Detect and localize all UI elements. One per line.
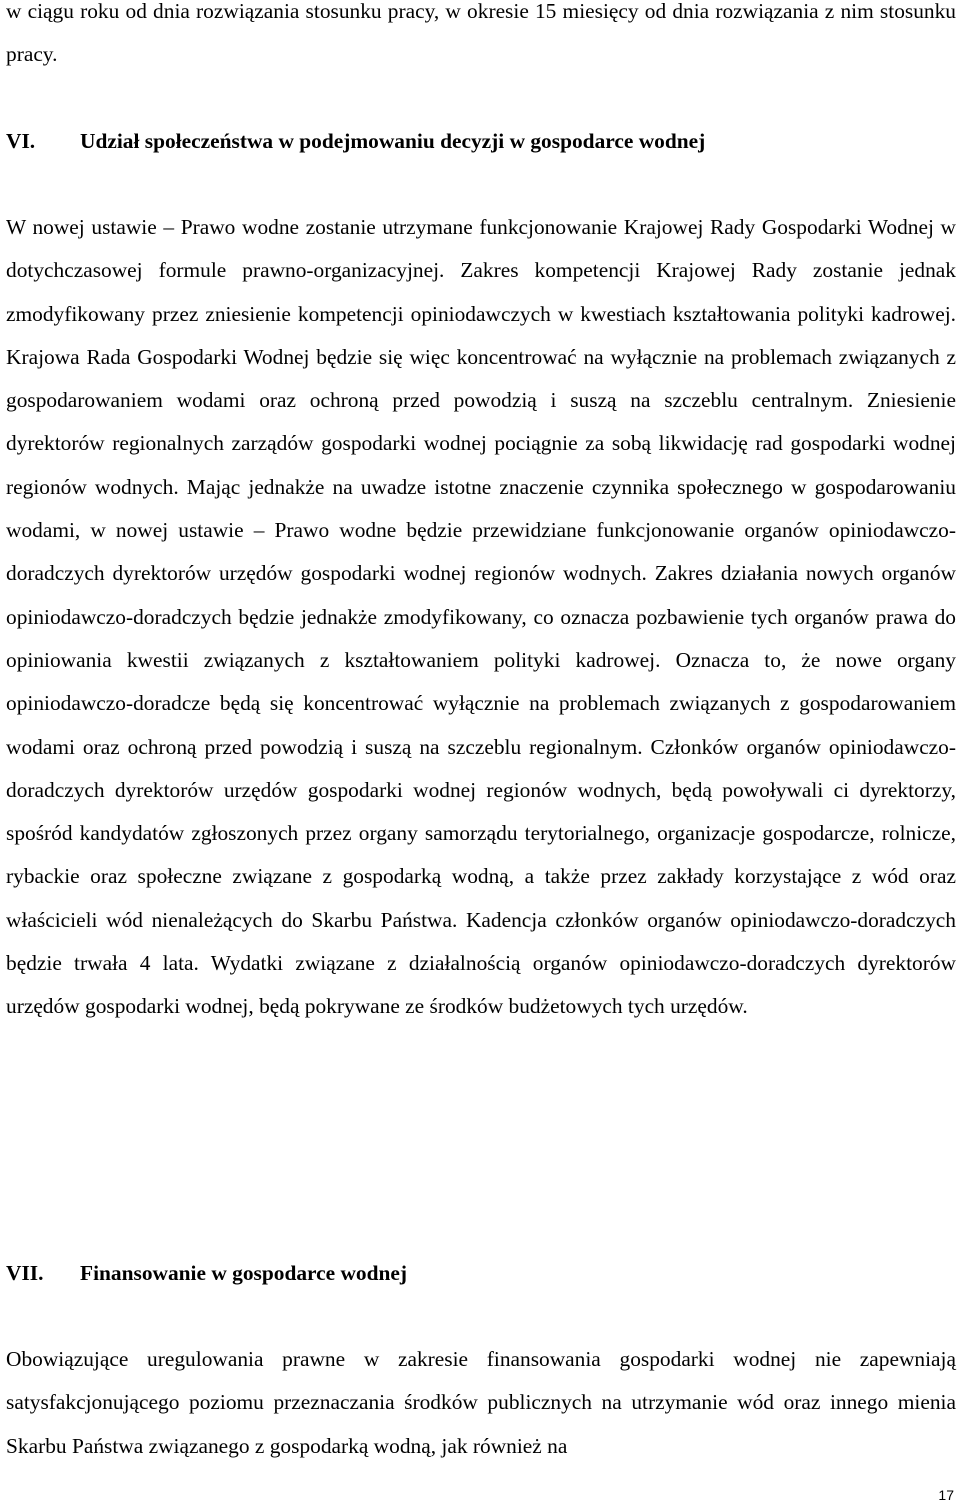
section-heading-vii [6,1252,956,1295]
section-title: Udział społeczeństwa w podejmowaniu decyzji w gospodarce wodnej [80,129,706,153]
section-number: VI. [6,129,36,153]
section-number: VII. [6,1261,44,1285]
section-title: Finansowanie w gospodarce wodnej [80,1261,408,1285]
section-vii-paragraph: Obowiązujące uregulowania prawne w zakresie finansowania gospodarki wodnej nie zapewniają satysfakcjonującego poziomu przeznaczania środków publicznych na utrzymanie wód oraz innego mienia Skarbu Państwa związanego z gospodarką wodną, jak również na [6,1347,956,1458]
section-vi-paragraph: W nowej ustawie – Prawo wodne zostanie utrzymane funkcjonowanie Krajowej Rady Gospodarki Wodnej w dotychczasowej formule prawno-organizacyjnej. Zakres kompetencji Krajowej Rady zostanie jednak zmodyfikowany przez zniesienie kompetencji opiniodawczych w kwestiach kształtowania polityki kadrowej. Krajowa Rada Gospodarki Wodnej będzie się więc koncentrować na wyłącznie na problemach związanych z gospodarowaniem wodami oraz ochroną przed powodzią i suszą na szczeblu centralnym. Zniesienie dyrektorów regionalnych zarządów gospodarki wodnej pociągnie za sobą likwidację rad gospodarki wodnej regionów wodnych. Mając jednakże na uwadze istotne znaczenie czynnika społecznego w gospodarowaniu wodami, w nowej ustawie – Prawo wodne będzie przewidziane funkcjonowanie organów opiniodawczo-doradczych dyrektorów urzędów gospodarki wodnej regionów wodnych. Zakres działania nowych organów opiniodawczo-doradczych będzie jednakże zmodyfikowany, co oznacza pozbawienie tych organów prawa do opiniowania kwestii związanych z kształtowaniem polityki kadrowej. Oznacza to, że nowe organy opiniodawczo-doradcze będą się koncentrować wyłącznie na problemach związanych z gospodarowaniem wodami oraz ochroną przed powodzią i suszą na szczeblu regionalnym. Członków organów opiniodawczo-doradczych dyrektorów urzędów gospodarki wodnej regionów wodnych, będą powoływali ci dyrektorzy, spośród kandydatów zgłoszonych przez organy samorządu terytorialnego, organizacje gospodarcze, rolnicze, rybackie oraz społeczne związane z gospodarką wodną, a także przez zakłady korzystające z wód oraz właścicieli wód nienależących do Skarbu Państwa. Kadencja członków organów opiniodawczo-doradczych będzie trwała 4 lata. Wydatki związane z działalnością organów opiniodawczo-doradczych dyrektorów urzędów gospodarki wodnej, będą pokrywane ze środków budżetowych tych urzędów. [6,215,956,1019]
section-heading-vi [6,120,956,163]
intro-paragraph: w ciągu roku od dnia rozwiązania stosunku pracy, w okresie 15 miesięcy od dnia rozwiązania z nim stosunku pracy. [6,0,956,67]
page-number: 17 [938,1487,954,1503]
